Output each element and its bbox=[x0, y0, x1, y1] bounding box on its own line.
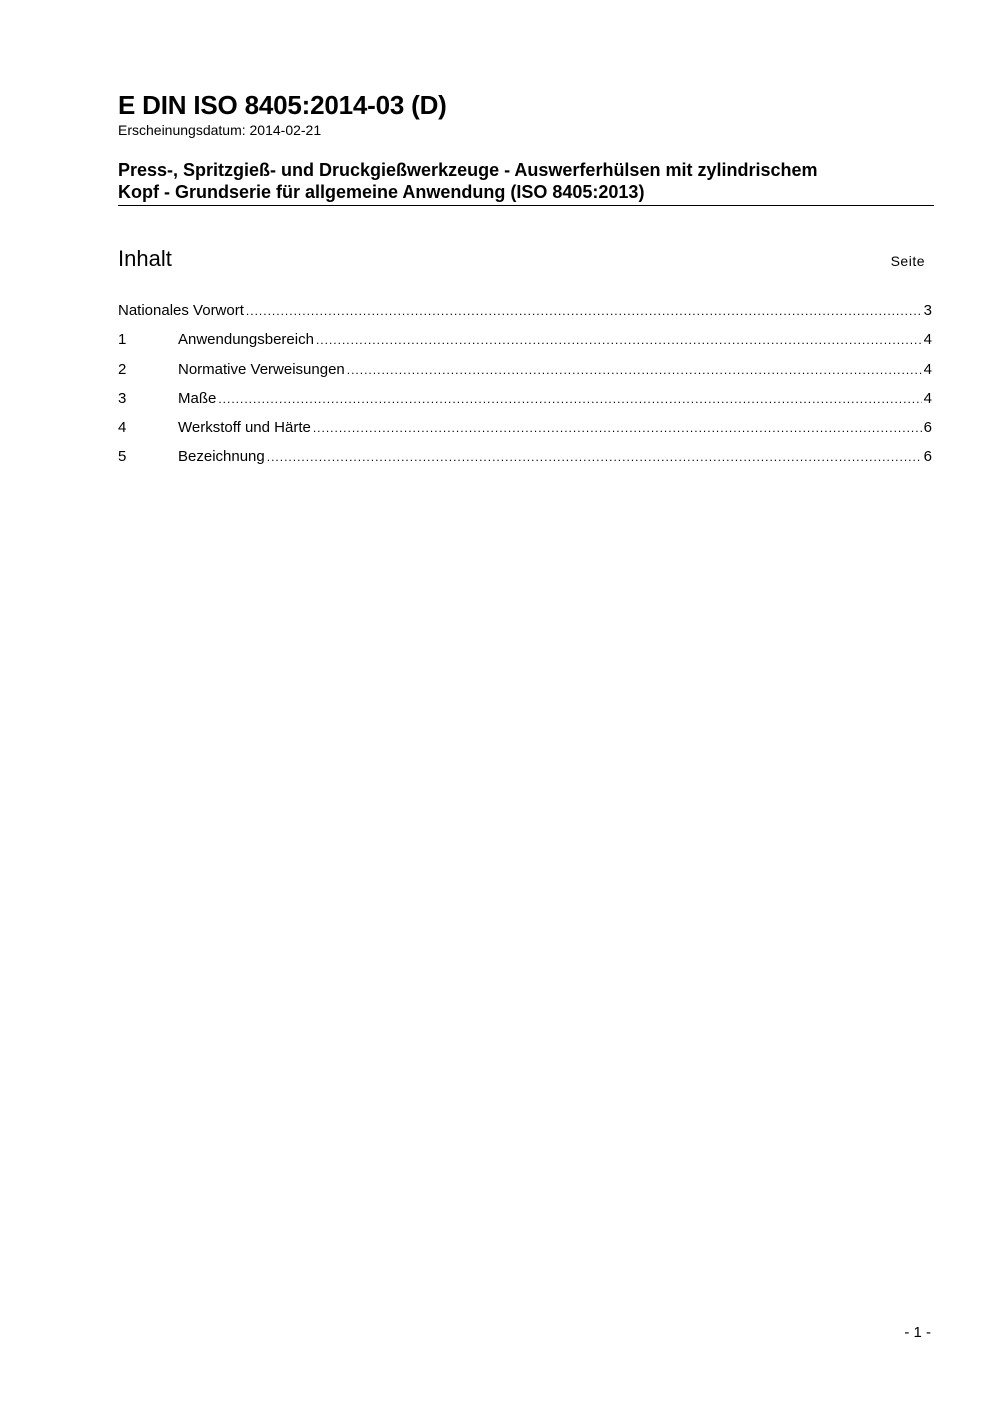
toc-leader-dots bbox=[267, 446, 922, 468]
toc-entry-page: 6 bbox=[923, 448, 932, 466]
toc-entry-label: Anwendungsbereich bbox=[178, 331, 314, 349]
toc-entry-number: 3 bbox=[118, 389, 127, 407]
toc-leader-dots bbox=[218, 388, 921, 410]
toc-entry-label: Maße bbox=[178, 389, 217, 407]
toc-entry-number: 2 bbox=[118, 360, 127, 378]
toc-entry-nationales-vorwort[interactable] bbox=[118, 300, 932, 329]
document-title-line-1: Press-, Spritzgieß- und Druckgießwerkzeuge - Auswerferhülsen mit zylindrischem bbox=[118, 160, 818, 180]
toc-entry-page: 4 bbox=[923, 389, 932, 407]
toc-entry-page: 6 bbox=[923, 419, 932, 437]
toc-page-column-heading: Seite bbox=[890, 253, 925, 269]
toc-entry-masse[interactable] bbox=[118, 388, 932, 417]
toc-entry-number: 1 bbox=[118, 331, 127, 349]
toc-entry-werkstoff-und-haerte[interactable] bbox=[118, 417, 932, 446]
toc-entry-bezeichnung[interactable] bbox=[118, 446, 932, 475]
toc-leader-dots bbox=[313, 417, 922, 439]
toc-entry-page: 4 bbox=[923, 360, 932, 378]
toc-entry-label: Werkstoff und Härte bbox=[178, 419, 311, 437]
toc-leader-dots bbox=[316, 329, 922, 351]
document-id: E DIN ISO 8405:2014-03 (D) bbox=[118, 90, 447, 120]
table-of-contents bbox=[118, 300, 932, 476]
toc-leader-dots bbox=[246, 300, 922, 322]
toc-heading: Inhalt bbox=[118, 246, 172, 271]
toc-entry-page: 3 bbox=[923, 302, 932, 319]
toc-entry-label: Nationales Vorwort bbox=[118, 302, 244, 319]
page-number: - 1 - bbox=[904, 1324, 931, 1341]
toc-entry-label: Normative Verweisungen bbox=[178, 360, 345, 378]
document-title bbox=[118, 159, 934, 206]
toc-entry-label: Bezeichnung bbox=[178, 448, 265, 466]
document-title-line-2: Kopf - Grundserie für allgemeine Anwendung (ISO 8405:2013) bbox=[118, 182, 645, 202]
toc-entry-page: 4 bbox=[923, 331, 932, 349]
toc-entry-anwendungsbereich[interactable] bbox=[118, 329, 932, 358]
toc-entry-number: 4 bbox=[118, 419, 127, 437]
publication-date: Erscheinungsdatum: 2014-02-21 bbox=[118, 122, 322, 138]
toc-entry-normative-verweisungen[interactable] bbox=[118, 359, 932, 388]
toc-entry-number: 5 bbox=[118, 448, 127, 466]
toc-leader-dots bbox=[347, 359, 922, 381]
